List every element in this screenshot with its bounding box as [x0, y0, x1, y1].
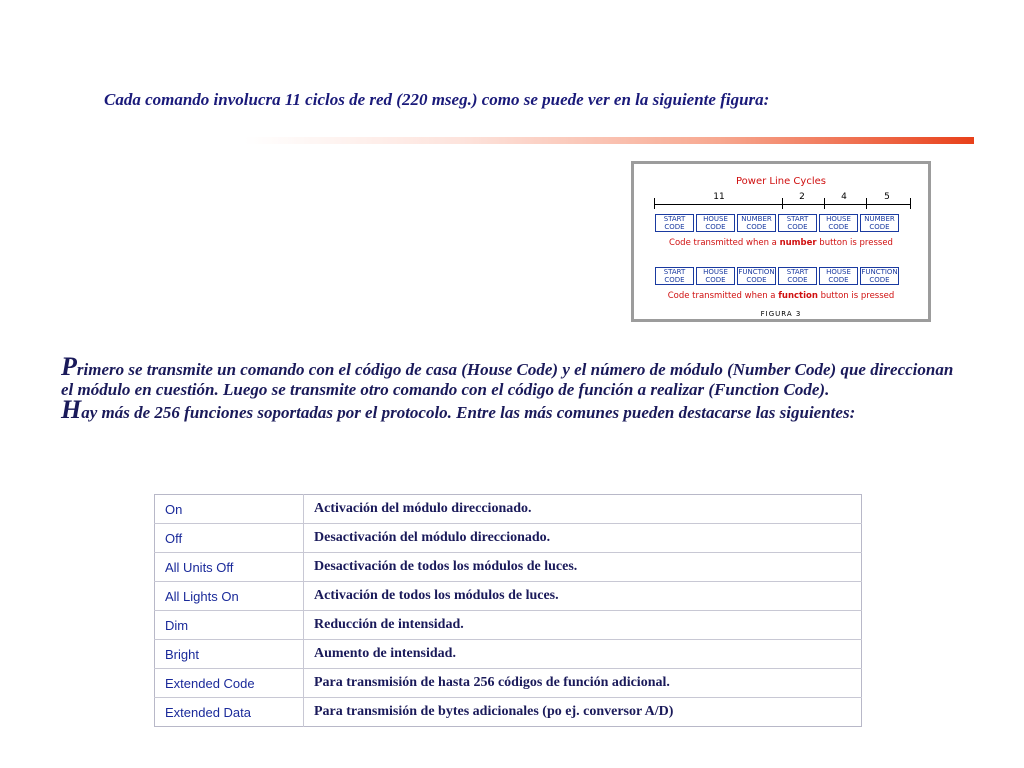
- figure-function-code-row: [655, 267, 899, 285]
- figure-code-box: HOUSE CODE: [696, 267, 735, 285]
- body-text: [61, 352, 961, 424]
- function-description: Activación de todos los módulos de luces.: [304, 582, 862, 611]
- power-line-cycles-figure: [631, 161, 931, 322]
- figure-cycle-label: 4: [841, 192, 847, 202]
- figure-title: Power Line Cycles: [736, 176, 826, 187]
- figure-cycle-label: 2: [799, 192, 805, 202]
- paragraph-1: [61, 352, 961, 400]
- function-name: Extended Data: [155, 698, 304, 727]
- table-row: [155, 582, 862, 611]
- function-name: On: [155, 495, 304, 524]
- paragraph-1-initial: P: [61, 352, 77, 381]
- figure-axis-tick: [654, 198, 655, 209]
- function-description: Aumento de intensidad.: [304, 640, 862, 669]
- function-name: Extended Code: [155, 669, 304, 698]
- figure-code-box: HOUSE CODE: [819, 214, 858, 232]
- table-row: [155, 611, 862, 640]
- figure-caption-number: Code transmitted when a number button is pressed: [669, 238, 893, 248]
- paragraph-1-text: rimero se transmite un comando con el código de casa (House Code) y el número de módulo (Number Code) que direccionan el módulo en cuestión. Luego se transmite otro comando con el código de función a realizar (Function Code).: [61, 360, 954, 399]
- paragraph-2: [61, 395, 961, 424]
- function-description: Para transmisión de hasta 256 códigos de función adicional.: [304, 669, 862, 698]
- figure-axis-tick: [782, 198, 783, 209]
- table-row: [155, 640, 862, 669]
- accent-divider-line: [244, 137, 974, 144]
- figure-label: FIGURA 3: [760, 310, 802, 318]
- table-row: [155, 669, 862, 698]
- function-description: Desactivación de todos los módulos de luces.: [304, 553, 862, 582]
- figure-code-box: START CODE: [778, 267, 817, 285]
- paragraph-2-text: ay más de 256 funciones soportadas por el protocolo. Entre las más comunes pueden destacarse las siguientes:: [81, 403, 856, 422]
- figure-code-box: NUMBER CODE: [860, 214, 899, 232]
- figure-code-box: NUMBER CODE: [737, 214, 776, 232]
- function-description: Desactivación del módulo direccionado.: [304, 524, 862, 553]
- function-name: Dim: [155, 611, 304, 640]
- figure-axis-tick: [910, 198, 911, 209]
- functions-table: [154, 494, 862, 727]
- paragraph-2-initial: H: [61, 395, 82, 424]
- table-row: [155, 698, 862, 727]
- figure-axis-tick: [824, 198, 825, 209]
- function-name: All Units Off: [155, 553, 304, 582]
- figure-code-box: HOUSE CODE: [696, 214, 735, 232]
- figure-code-box: START CODE: [655, 267, 694, 285]
- figure-axis-tick: [866, 198, 867, 209]
- table-row: [155, 524, 862, 553]
- table-row: [155, 553, 862, 582]
- function-description: Para transmisión de bytes adicionales (po ej. conversor A/D): [304, 698, 862, 727]
- function-name: Off: [155, 524, 304, 553]
- figure-cycle-label: 11: [713, 192, 725, 202]
- slide-heading: Cada comando involucra 11 ciclos de red (220 mseg.) como se puede ver en la siguiente figura:: [104, 90, 770, 109]
- function-name: All Lights On: [155, 582, 304, 611]
- function-name: Bright: [155, 640, 304, 669]
- figure-caption-function: Code transmitted when a function button is pressed: [667, 291, 895, 301]
- figure-code-box: START CODE: [778, 214, 817, 232]
- figure-cycle-label: 5: [884, 192, 890, 202]
- table-row: [155, 495, 862, 524]
- figure-code-box: FUNCTION CODE: [738, 268, 775, 284]
- function-description: Activación del módulo direccionado.: [314, 501, 532, 516]
- figure-code-box: HOUSE CODE: [819, 267, 858, 285]
- function-description: Reducción de intensidad.: [304, 611, 862, 640]
- figure-code-box: START CODE: [655, 214, 694, 232]
- figure-code-box: FUNCTION CODE: [861, 268, 898, 284]
- figure-number-code-row: [655, 214, 899, 232]
